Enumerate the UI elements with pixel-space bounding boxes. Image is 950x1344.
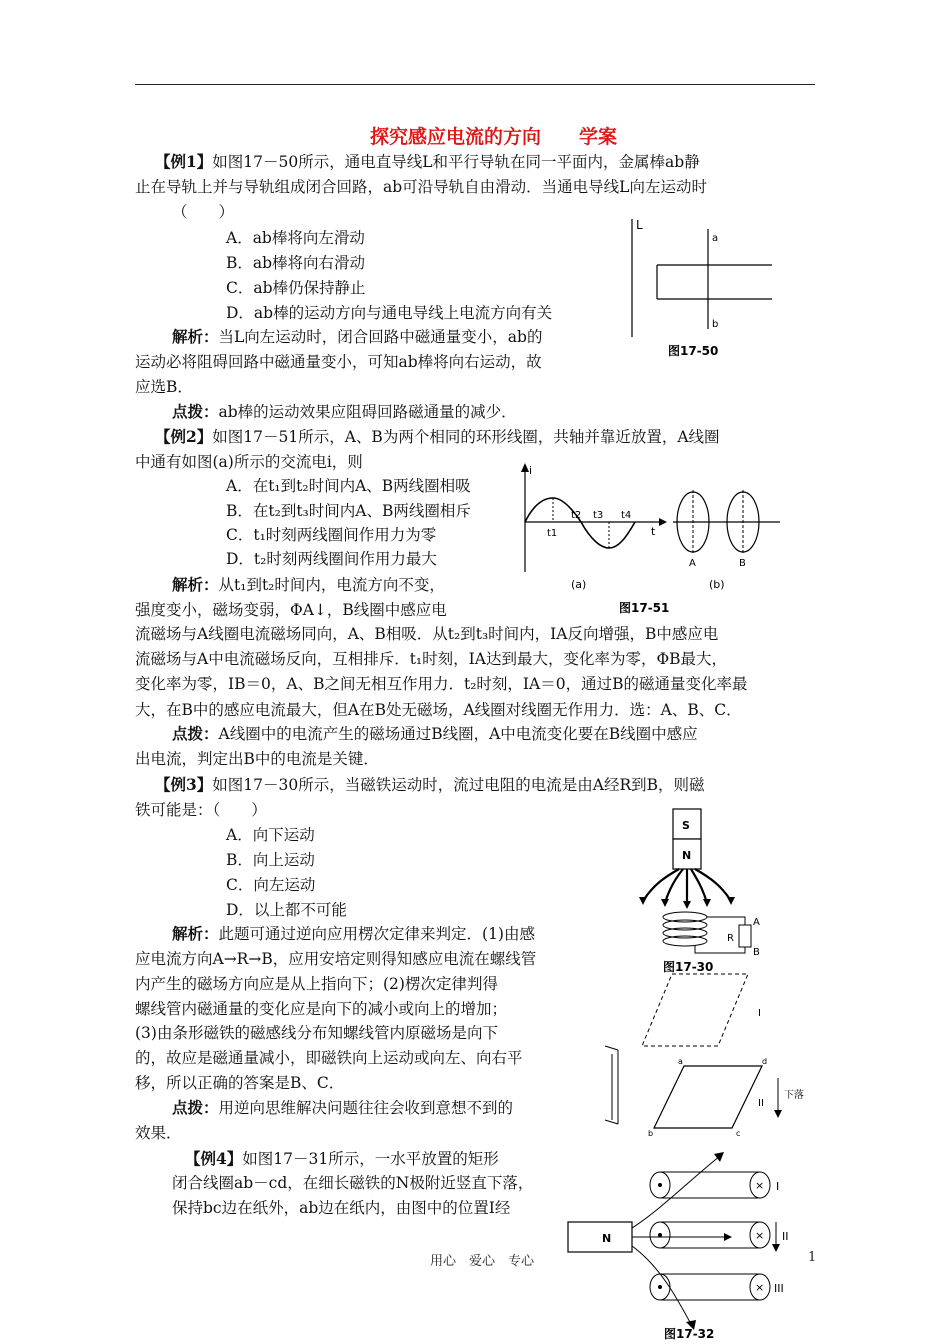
fig1750-label-a: a bbox=[712, 233, 719, 244]
fig1750-caption: 图17-50 bbox=[668, 344, 719, 358]
ex1-line2: 止在导轨上并与导轨组成闭合回路，ab可沿导轨自由滑动．当通电导线L向左运动时 bbox=[135, 178, 707, 196]
svg-text:×: × bbox=[755, 1179, 765, 1192]
ex1-analysis-3: 应选B． bbox=[135, 378, 193, 396]
ex4-line2: 闭合线圈ab－cd，在细长磁铁的N极附近竖直下落， bbox=[172, 1174, 534, 1192]
ex2-analysis-1: 解析：从t₁到t₂时间内，电流方向不变， bbox=[172, 575, 445, 594]
ex2-line2: 中通有如图(a)所示的交流电i，则 bbox=[135, 453, 363, 471]
fig1730-label-S: S bbox=[682, 819, 690, 832]
ex3-line1: 【例3】如图17－30所示，当磁铁运动时，流过电阻的电流是由A经R到B，则磁 bbox=[155, 775, 705, 794]
ex3-hint-1: 点拨：用逆向思维解决问题往往会收到意想不到的 bbox=[172, 1098, 514, 1117]
fig1731-label-d: d bbox=[762, 1057, 768, 1066]
fig1730-label-A: A bbox=[753, 917, 760, 928]
ex3-option-c: C．向左运动 bbox=[226, 876, 316, 894]
header-rule bbox=[135, 84, 815, 85]
fig1731-label-c: c bbox=[736, 1129, 741, 1138]
fig1732-label-III: III bbox=[774, 1282, 784, 1295]
ex3-analysis-2: 应电流方向A→R→B，应用安培定则得知感应电流在螺线管 bbox=[135, 950, 537, 968]
fig1730-label-B: B bbox=[753, 947, 760, 958]
ex1-option-a: A．ab棒将向左滑动 bbox=[226, 229, 365, 247]
fig1751-label-t: t bbox=[651, 525, 656, 538]
fig1730-label-R: R bbox=[727, 933, 734, 944]
ex2-option-d: D．t₂时刻两线圈间作用力最大 bbox=[226, 550, 437, 568]
ex1-option-d: D．ab棒的运动方向与通电导线上电流方向有关 bbox=[226, 304, 553, 322]
fig1731-label-b: b bbox=[648, 1129, 654, 1138]
ex1-line3: （ ） bbox=[172, 203, 235, 221]
fig1751-label-t2: t2 bbox=[571, 510, 582, 521]
figure-17-30 bbox=[635, 805, 775, 975]
ex1-hint: 点拨：ab棒的运动效果应阻碍回路磁通量的减少． bbox=[172, 402, 517, 421]
ex1-option-b: B．ab棒将向右滑动 bbox=[226, 254, 366, 272]
fig1751-label-i: i bbox=[529, 464, 533, 477]
fig1750-label-b: b bbox=[712, 319, 719, 330]
ex2-hint-1: 点拨：A线圈中的电流产生的磁场通过B线圈，A中电流变化要在B线圈中感应 bbox=[172, 724, 698, 743]
figure-17-50 bbox=[620, 215, 780, 365]
ex4-line3: 保持bc边在纸外，ab边在纸内，由图中的位置Ⅰ经 bbox=[172, 1199, 511, 1217]
fig1751-label-A: A bbox=[689, 558, 696, 569]
fig1751-label-t1: t1 bbox=[547, 528, 558, 539]
ex3-line2: 铁可能是：（ ） bbox=[135, 801, 267, 819]
fig1751-label-t3: t3 bbox=[593, 510, 604, 521]
fig1751-label-b: (b) bbox=[709, 578, 725, 591]
ex3-option-a: A．向下运动 bbox=[226, 826, 315, 844]
svg-text:×: × bbox=[755, 1229, 765, 1242]
fig1750-label-L: L bbox=[636, 218, 643, 232]
fig1731-label-drop: 下落 bbox=[784, 1090, 804, 1101]
page-title: 探究感应电流的方向 学案 bbox=[370, 126, 618, 148]
ex3-hint-2: 效果． bbox=[135, 1124, 182, 1142]
ex2-option-a: A．在t₁到t₂时间内A、B两线圈相吸 bbox=[226, 477, 471, 495]
fig1751-label-B: B bbox=[739, 558, 746, 569]
ex2-line1: 【例2】如图17－51所示，A、B为两个相同的环形线圈，共轴并靠近放置，A线圈 bbox=[155, 427, 720, 446]
ex3-analysis-4: 螺线管内磁通量的变化应是向下的减小或向上的增加； bbox=[135, 1000, 508, 1018]
fig1730-label-N: N bbox=[682, 849, 692, 862]
fig1731-label-II: II bbox=[758, 1098, 764, 1109]
ex3-option-d: D．以上都不可能 bbox=[226, 901, 347, 919]
ex3-analysis-6: 的，故应是磁通量减小，即磁铁向上运动或向左、向右平 bbox=[135, 1049, 523, 1067]
page-number: 1 bbox=[808, 1250, 817, 1265]
fig1730-caption: 图17-30 bbox=[663, 960, 714, 974]
fig1732-label-II: II bbox=[782, 1230, 789, 1243]
svg-text:×: × bbox=[755, 1281, 765, 1294]
ex2-option-c: C．t₁时刻两线圈间作用力为零 bbox=[226, 526, 437, 544]
ex2-analysis-6: 大，在B中的感应电流最大，但A在B处无磁场，A线圈对线圈无作用力．选：A、B、C． bbox=[135, 701, 742, 719]
fig1751-caption: 图17-51 bbox=[619, 601, 670, 615]
figure-17-51 bbox=[515, 460, 790, 620]
ex3-analysis-3: 内产生的磁场方向应是从上指向下；(2)楞次定律判得 bbox=[135, 975, 498, 993]
ex1-analysis-2: 运动必将阻碍回路中磁通量变小，可知ab棒将向右运动，故 bbox=[135, 353, 542, 371]
ex2-analysis-3: 流磁场与A线圈电流磁场同向，A、B相吸．从t₂到t₃时间内，IA反向增强，B中感应电 bbox=[135, 625, 719, 643]
ex3-option-b: B．向上运动 bbox=[226, 851, 315, 869]
ex4-line1: 【例4】如图17－31所示，一水平放置的矩形 bbox=[185, 1149, 499, 1168]
ex1-line1: 【例1】如图17－50所示，通电直导线L和平行导轨在同一平面内，金属棒ab静 bbox=[155, 152, 700, 171]
ex2-option-b: B．在t₂到t₃时间内A、B两线圈相斥 bbox=[226, 502, 471, 520]
fig1751-label-a: (a) bbox=[571, 578, 587, 591]
ex1-analysis-1: 解析：当L向左运动时，闭合回路中磁通量变小，ab的 bbox=[172, 327, 543, 346]
ex2-hint-2: 出电流，判定出B中的电流是关键． bbox=[135, 750, 379, 768]
ex3-analysis-5: (3)由条形磁铁的磁感线分布知螺线管内原磁场是向下 bbox=[135, 1024, 498, 1042]
fig1731-label-I: I bbox=[758, 1008, 761, 1019]
ex2-analysis-2: 强度变小，磁场变弱，ΦA↓，B线圈中感应电 bbox=[135, 601, 447, 619]
figure-17-31 bbox=[590, 970, 810, 1145]
ex3-analysis-7: 移，所以正确的答案是B、C． bbox=[135, 1074, 345, 1092]
fig1731-label-a: a bbox=[678, 1057, 683, 1066]
fig1732-label-I: I bbox=[776, 1180, 780, 1193]
figure-17-32 bbox=[560, 1150, 800, 1340]
fig1751-label-t4: t4 bbox=[621, 510, 632, 521]
ex2-analysis-4: 流磁场与A中电流磁场反向，互相排斥．t₁时刻，IA达到最大，变化率为零，ΦB最大， bbox=[135, 650, 728, 668]
ex3-analysis-1: 解析：此题可通过逆向应用楞次定律来判定．(1)由感 bbox=[172, 924, 535, 943]
fig1732-label-N: N bbox=[602, 1232, 612, 1245]
fig1732-caption: 图17-32 bbox=[664, 1327, 715, 1340]
ex1-option-c: C．ab棒仍保持静止 bbox=[226, 279, 366, 297]
ex2-analysis-5: 变化率为零，IB＝0，A、B之间无相互作用力．t₂时刻，IA＝0，通过B的磁通量变化率最 bbox=[135, 675, 748, 693]
page-footer: 用心 爱心 专心 bbox=[430, 1254, 535, 1269]
